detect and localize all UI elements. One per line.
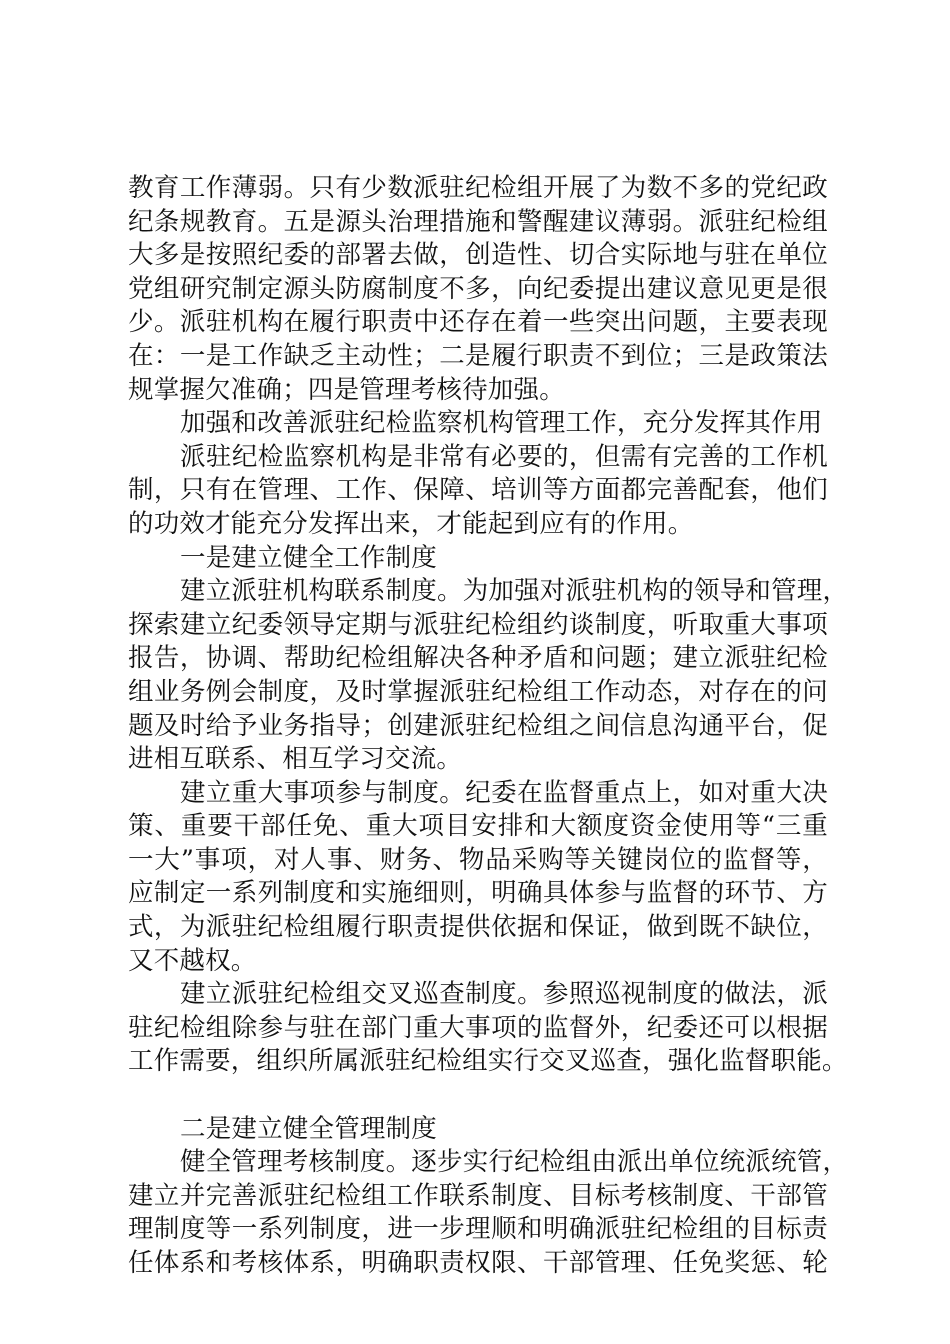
text-line: 题及时给予业务指导；创建派驻纪检组之间信息沟通平台，促 [128, 710, 828, 741]
text-line: 少。派驻机构在履行职责中还存在着一些突出问题，主要表现 [128, 307, 828, 338]
text-line: 建立派驻纪检组交叉巡查制度。参照巡视制度的做法，派 [180, 979, 828, 1010]
text-line: 式，为派驻纪检组履行职责提供依据和保证，做到既不缺位， [128, 912, 828, 943]
text-line: 应制定一系列制度和实施细则，明确具体参与监督的环节、方 [128, 878, 828, 909]
text-line: 教育工作薄弱。只有少数派驻纪检组开展了为数不多的党纪政 [128, 173, 828, 203]
text-line: 建立并完善派驻纪检组工作联系制度、目标考核制度、干部管 [128, 1180, 828, 1211]
text-line: 的功效才能充分发挥出来，才能起到应有的作用。 [128, 508, 694, 539]
text-line: 制，只有在管理、工作、保障、培训等方面都完善配套，他们 [128, 475, 828, 506]
blank-line [128, 1079, 828, 1113]
text-line: 派驻纪检监察机构是非常有必要的，但需有完善的工作机 [180, 441, 828, 472]
subsection-heading: 一是建立健全工作制度 [180, 542, 438, 573]
document-body [128, 172, 849, 1281]
text-line: 报告，协调、帮助纪检组解决各种矛盾和问题；建立派驻纪检 [128, 643, 828, 674]
text-line: 建立派驻机构联系制度。为加强对派驻机构的领导和管理， [180, 576, 849, 607]
text-line: 又不越权。 [128, 945, 257, 976]
text-line: 组业务例会制度，及时掌握派驻纪检组工作动态，对存在的问 [128, 676, 828, 707]
text-line: 健全管理考核制度。逐步实行纪检组由派出单位统派统管， [180, 1147, 849, 1178]
text-line: 建立重大事项参与制度。纪委在监督重点上，如对重大决 [180, 777, 828, 808]
subsection-heading: 二是建立健全管理制度 [180, 1113, 438, 1144]
section-heading: 加强和改善派驻纪检监察机构管理工作，充分发挥其作用 [180, 408, 823, 439]
text-line: 纪条规教育。五是源头治理措施和警醒建议薄弱。派驻纪检组 [128, 206, 828, 237]
text-line: 进相互联系、相互学习交流。 [128, 744, 463, 775]
text-line: 探索建立纪委领导定期与派驻纪检组约谈制度，听取重大事项 [128, 609, 828, 640]
text-line: 规掌握欠准确；四是管理考核待加强。 [128, 374, 565, 405]
text-line: 策、重要干部任免、重大项目安排和大额度资金使用等“三重 [128, 811, 828, 842]
text-line: 一大”事项，对人事、财务、物品采购等关键岗位的监督等， [128, 844, 828, 875]
text-line: 大多是按照纪委的部署去做，创造性、切合实际地与驻在单位 [128, 240, 828, 271]
text-line: 工作需要，组织所属派驻纪检组实行交叉巡查，强化监督职能。 [128, 1046, 848, 1077]
text-line: 任体系和考核体系，明确职责权限、干部管理、任免奖惩、轮 [128, 1248, 828, 1278]
text-line: 党组研究制定源头防腐制度不多，向纪委提出建议意见更是很 [128, 273, 828, 304]
text-line: 理制度等一系列制度，进一步理顺和明确派驻纪检组的目标责 [128, 1214, 828, 1245]
text-line: 驻纪检组除参与驻在部门重大事项的监督外，纪委还可以根据 [128, 1012, 828, 1043]
text-line: 在：一是工作缺乏主动性；二是履行职责不到位；三是政策法 [128, 340, 828, 371]
